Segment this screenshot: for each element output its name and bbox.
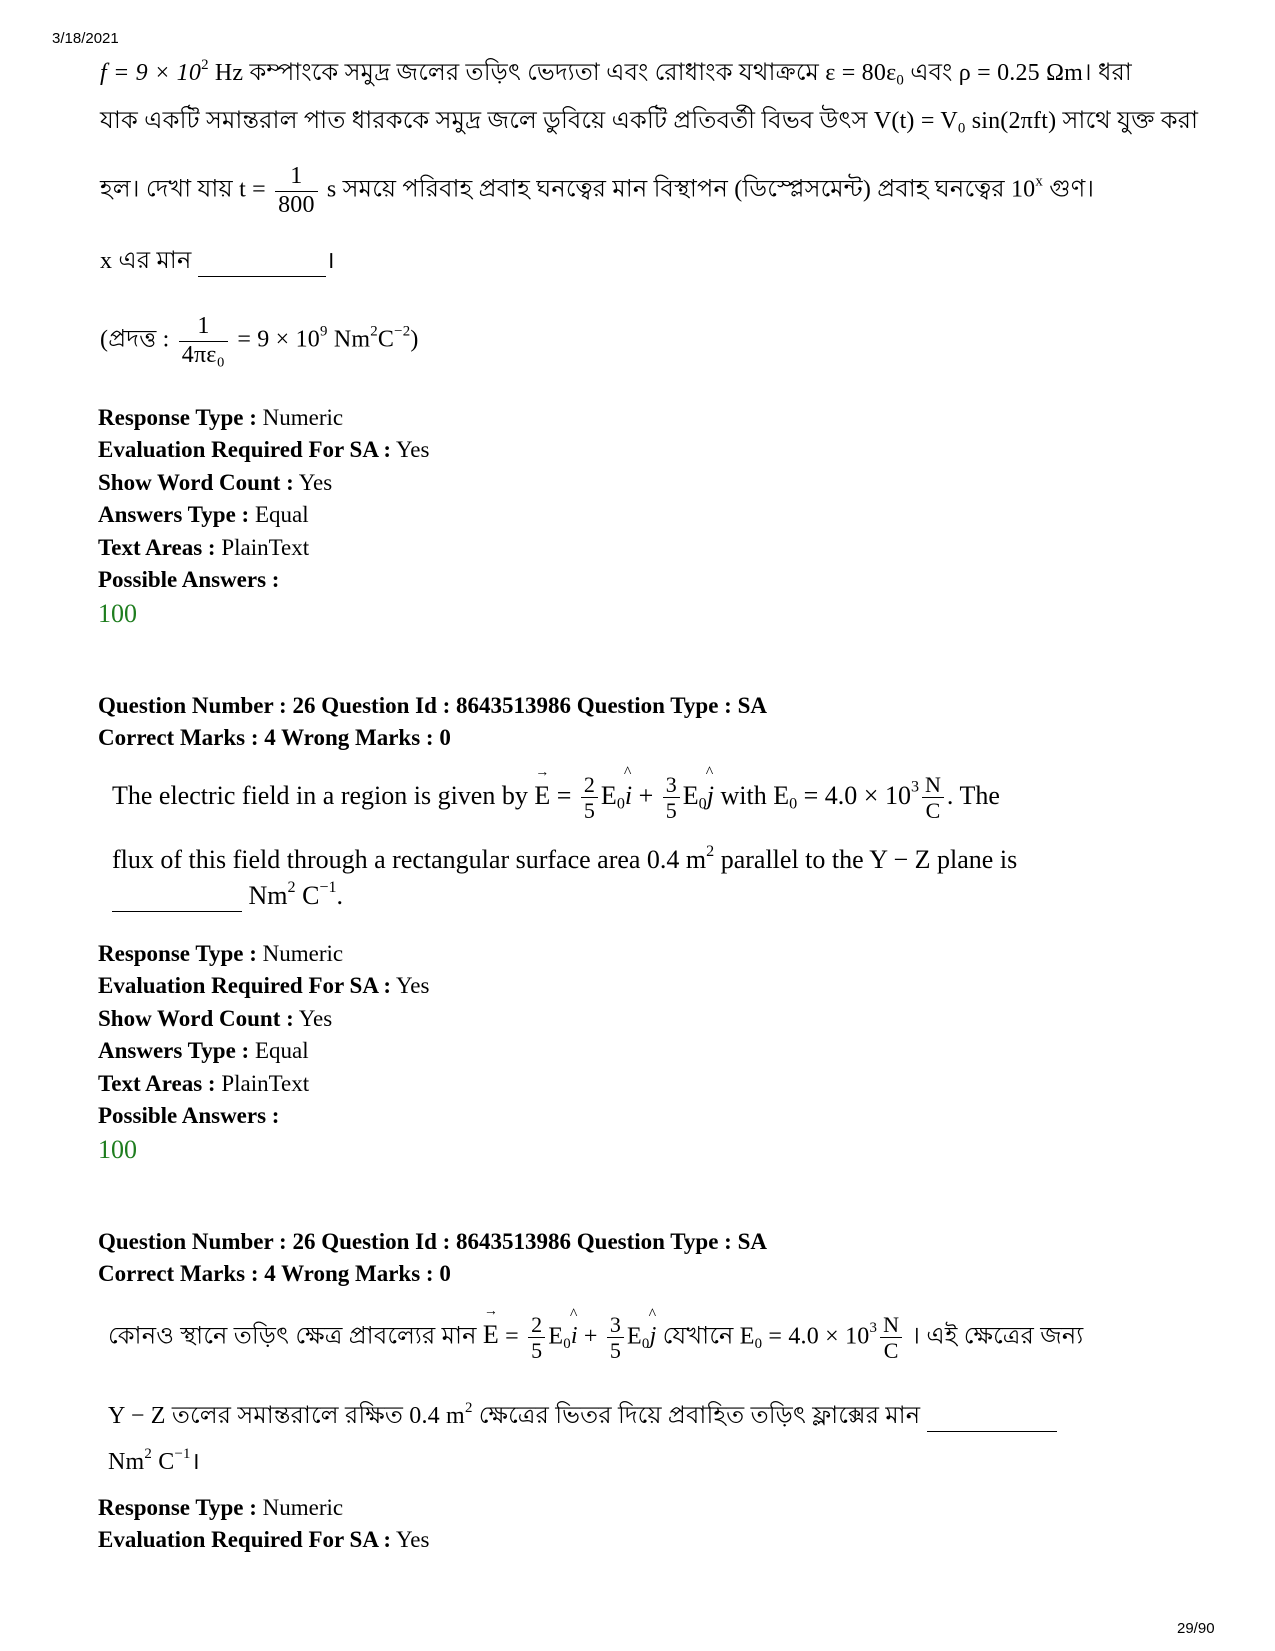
q26-en-unit-fraction: $\frac{N}{C}$: [922, 772, 944, 824]
q25-given-b: = 9 × 10: [231, 326, 320, 353]
q25-given-c-sup: 2: [370, 323, 378, 340]
page-number: 29/90: [1177, 1620, 1215, 1637]
possible-answer-value: 100: [98, 1135, 137, 1165]
question-26-bengali-header: [98, 1226, 767, 1291]
marks-line: Correct Marks : 4 Wrong Marks : 0: [98, 1261, 451, 1287]
answers-type-row: Answers Type : Equal: [98, 1038, 309, 1064]
field-vector: → E: [534, 764, 551, 810]
q26-bn-fraction-three-fifths: $\frac{3}{5}$: [607, 1312, 624, 1364]
possible-answer-value: 100: [98, 599, 137, 629]
q25-given-d: C: [377, 326, 395, 353]
q25-line3-sup: x: [1035, 173, 1044, 190]
q26-bn-line3: Nm: [108, 1449, 145, 1475]
q25-time-denominator: 800: [278, 191, 315, 218]
question-26-meta: [98, 938, 429, 1167]
question-26-header: [98, 690, 767, 755]
text-areas-row: Text Areas : PlainText: [98, 1070, 310, 1096]
hat-icon: ^: [623, 763, 632, 781]
question-26-english-text: The electric field in a region is given by → E = $\frac{2}{5}$ $E_0$ ^ i + $\frac{3}{5}$ $E_0$ ^ j with $E_0 = 4.0 \times 10^3$ $\frac{N}{C}$ . The flux of this field through a rectangular surface area 0.4 $m^2$ parallel to the Y − Z plane is Nm$^2$ $C^{-1}$.: [100, 766, 1180, 916]
q25-line1-a-sup: 2: [201, 56, 209, 73]
unit-vector-j: ^ j: [705, 763, 714, 810]
text-areas-row: Text Areas : PlainText: [98, 534, 310, 560]
hat-icon: ^: [648, 1306, 657, 1324]
q26-bn-intro: কোনও স্থানে তড়িৎ ক্ষেত্র প্রাবল্যের মান: [108, 1323, 483, 1350]
q25-given-denominator: 4πε₀: [181, 341, 226, 368]
vector-arrow-icon: →: [535, 764, 550, 780]
q25-line4-a: x এর মান: [100, 248, 198, 274]
field-vector: → E: [482, 1304, 499, 1350]
evaluation-row: Evaluation Required For SA : Yes: [98, 973, 430, 999]
q25-given-fraction: [179, 313, 228, 369]
q25-given-c: Nm: [327, 326, 371, 353]
q25-line3-b: s সময়ে পরিবাহ প্রবাহ ঘনত্বের মান বিস্থাপন (ডিস্প্লেসমেন্ট) প্রবাহ ঘনত্বের 10: [320, 176, 1036, 203]
q26-bn-answer-blank: [927, 1402, 1057, 1432]
unit-vector-j: ^ j: [648, 1306, 657, 1350]
question-25-bengali-text: [100, 55, 1199, 390]
q25-line1-a: f = 9 × 10: [100, 60, 202, 86]
hat-icon: ^: [705, 763, 714, 781]
q26-en-fraction-three-fifths: $\frac{3}{5}$: [663, 772, 680, 824]
q25-given-numerator: 1: [179, 313, 228, 342]
q25-line4-b: ।: [325, 248, 335, 274]
print-date: 3/18/2021: [52, 30, 119, 47]
q25-given-b-sup: 9: [320, 323, 328, 340]
unit-vector-i: ^ i: [623, 763, 633, 810]
q25-line3-a: হল। দেখা যায় t =: [100, 176, 273, 203]
q25-given-d-sup: −2: [394, 323, 411, 340]
word-count-row: Show Word Count : Yes: [98, 469, 333, 495]
question-26-bengali-meta: [98, 1492, 429, 1557]
q26-en-fraction-two-fifths: $\frac{2}{5}$: [581, 772, 598, 824]
hat-icon: ^: [569, 1306, 578, 1324]
marks-line: Correct Marks : 4 Wrong Marks : 0: [98, 725, 451, 751]
q26-bn-line2: Y − Z তলের সমান্তরালে রক্ষিত 0.4 m: [108, 1403, 465, 1429]
q25-time-fraction: [275, 163, 318, 219]
q26-bn-unit-fraction: $\frac{N}{C}$: [880, 1312, 902, 1364]
question-number-line: Question Number : 26 Question Id : 8643513986 Question Type : SA: [98, 1229, 767, 1254]
q26-en-intro: The electric field in a region is given by: [112, 780, 535, 810]
word-count-row: Show Word Count : Yes: [98, 1005, 333, 1031]
q25-answer-blank: [198, 247, 326, 277]
q26-bn-fraction-two-fifths: $\frac{2}{5}$: [528, 1312, 545, 1364]
possible-answers-row: Possible Answers :: [98, 567, 280, 593]
question-number-line: Question Number : 26 Question Id : 8643513986 Question Type : SA: [98, 693, 767, 718]
q25-line2-a: যাক একটি সমান্তরাল পাত ধারককে সমুদ্র জলে ডুবিয়ে একটি প্রতিবর্তী বিভব উৎস V(t) = V: [100, 108, 958, 134]
q25-line2-sub: 0: [957, 120, 966, 137]
response-type-row: Response Type : Numeric: [98, 405, 344, 430]
q25-line1-b: Hz কম্পাংকে সমুদ্র জলের তড়িৎ ভেদ্যতা এবং রোধাংক যথাক্রমে ε = 80ε: [208, 60, 897, 86]
q25-given-a: (প্রদত্ত :: [100, 326, 176, 353]
response-type-row: Response Type : Numeric: [98, 941, 344, 966]
possible-answers-row: Possible Answers :: [98, 1103, 280, 1129]
q25-line1-c: এবং ρ = 0.25 Ωm। ধরা: [904, 60, 1132, 86]
vector-arrow-icon: →: [483, 1304, 499, 1320]
q25-given-e: ): [410, 326, 419, 353]
evaluation-row: Evaluation Required For SA : Yes: [98, 437, 430, 463]
q25-line1-b-sub: 0: [896, 72, 905, 89]
answers-type-row: Answers Type : Equal: [98, 502, 309, 528]
q25-line2-b: sin(2πft) সাথে যুক্ত করা: [965, 108, 1199, 134]
q25-time-numerator: 1: [275, 163, 318, 192]
question-26-bengali-text: কোনও স্থানে তড়িৎ ক্ষেত্র প্রাবল্যের মান → E = $\frac{2}{5}$ $E_0$ ^ i + $\frac{3}{5}$ $E_0$ ^ j যেখানে $E_0 = 4.0 \times 10^3$ $\frac{N}{C}$ । এই ক্ষেত্রের জন্য Y − Z তলের সমান্তরালে রক্ষিত 0.4 $m^2$ ক্ষেত্রের ভিতর দিয়ে প্রবাহিত তড়িৎ ফ্লাক্সের মান Nm$^2$ $C^{-1}।$: [108, 1304, 1084, 1475]
question-25-meta: [98, 402, 429, 631]
evaluation-row: Evaluation Required For SA : Yes: [98, 1527, 430, 1553]
q26-en-answer-blank: [112, 880, 242, 912]
unit-vector-i: ^ i: [569, 1306, 578, 1350]
response-type-row: Response Type : Numeric: [98, 1495, 344, 1520]
q26-en-line2: flux of this field through a rectangular surface area 0.4 m: [112, 845, 707, 874]
q25-line3-c: গুণ।: [1043, 176, 1095, 203]
